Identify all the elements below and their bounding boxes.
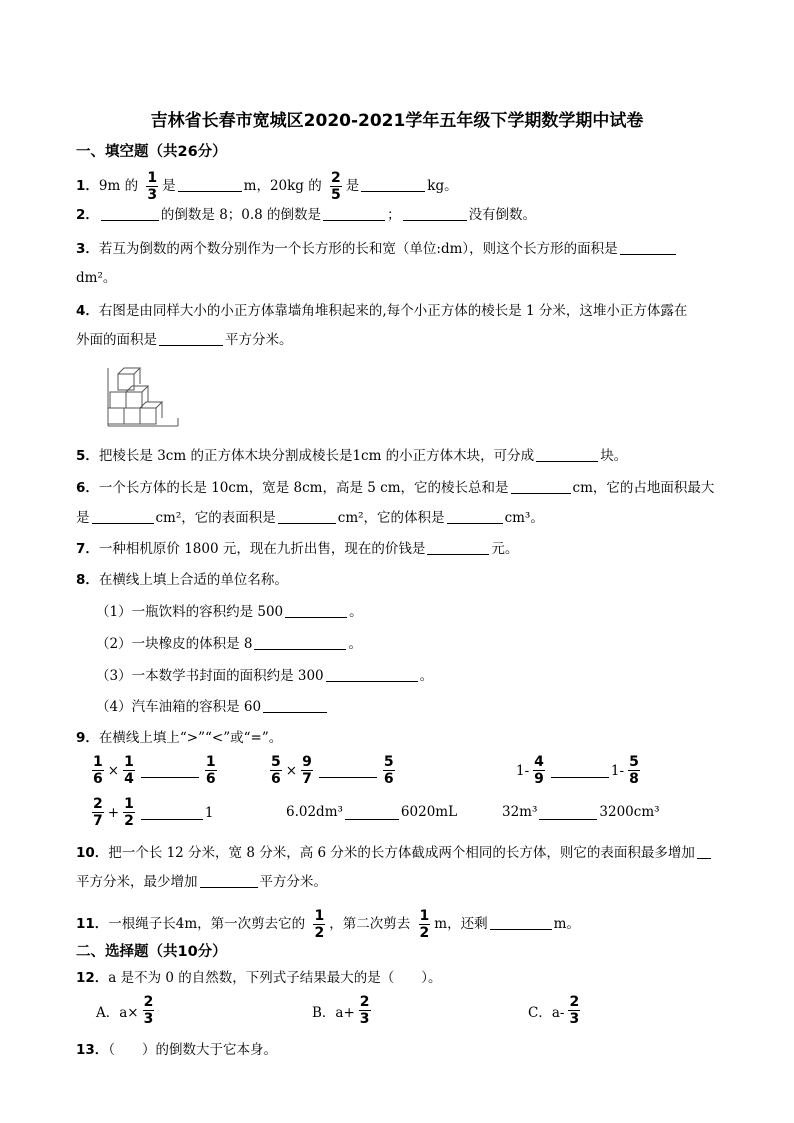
answer-blank[interactable] (427, 540, 489, 555)
answer-blank[interactable] (263, 698, 327, 713)
question-13: 13．（ ）的倒数大于它本身。 (76, 1042, 278, 1058)
question-10-cont: 平方分米，最少增加 平方分米。 (76, 874, 327, 890)
question-8-4: （4）汽车油箱的容积是 60 (96, 697, 329, 717)
fraction: $\frac{2}{5}$ (331, 170, 341, 203)
question-7: 7．一种相机原价 1800 元，现在九折出售，现在的价钱是 元。 (76, 541, 519, 557)
answer-blank[interactable] (92, 509, 154, 524)
answer-blank[interactable] (361, 177, 425, 192)
answer-blank[interactable] (447, 509, 503, 524)
answer-blank[interactable] (141, 805, 203, 820)
option-a[interactable]: A．a× $\frac{2}{3}$ (96, 994, 154, 1027)
question-5: 5．把棱长是 3cm 的正方体木块分割成棱长是1cm 的小正方体木块，可分成 块。 (76, 448, 628, 464)
answer-blank[interactable] (511, 479, 571, 494)
question-10: 10．把一个长 12 分米，宽 8 分米，高 6 分米的长方体截成两个相同的长方体，则它的表面积最多增加 (76, 843, 713, 863)
answer-blank[interactable] (490, 915, 552, 930)
question-4: 4．右图是由同样大小的小正方体靠墙角堆积起来的,每个小正方体的棱长是 1 分米，这堆小正方体露在 (76, 303, 688, 319)
answer-blank[interactable] (159, 331, 223, 346)
answer-blank[interactable] (319, 763, 377, 778)
question-6-cont: 是 cm²，它的表面积是 cm²，它的体积是 cm³。 (76, 510, 544, 526)
section-choice-heading: 二、选择题（共10分） (76, 944, 227, 960)
option-b[interactable]: B．a+ $\frac{2}{3}$ (312, 994, 370, 1027)
question-4-cont: 外面的面积是 平方分米。 (76, 332, 293, 348)
answer-blank[interactable] (345, 805, 399, 820)
fraction: $\frac{1}{3}$ (147, 170, 158, 203)
answer-blank[interactable] (551, 763, 609, 778)
comparison-1: $\frac{1}{6}$ × $\frac{1}{4}$ $\frac{1}{6}$ (93, 754, 216, 787)
answer-blank[interactable] (403, 206, 467, 221)
question-11: 11．一根绳子长4m，第一次剪去它的 $\frac{1}{2}$ ，第二次剪去 $\frac{1}{2}$ m，还剩 m。 (76, 908, 580, 941)
question-1: 1．9m 的 $\frac{1}{3}$ 是 m，20kg 的 $\frac{2}{5}$ 是 kg。 (76, 170, 458, 203)
option-c[interactable]: C．a- $\frac{2}{3}$ (528, 994, 580, 1027)
answer-blank[interactable] (285, 603, 347, 618)
comparison-3: 1- $\frac{4}{9}$ 1- $\frac{5}{8}$ (516, 754, 639, 787)
answer-blank[interactable] (200, 873, 258, 888)
question-9: 9．在横线上填上“>”“<”或“=”。 (76, 730, 283, 746)
comparison-2: $\frac{5}{6}$ × $\frac{9}{7}$ $\frac{5}{6}$ (271, 754, 394, 787)
comparison-6: 32m³ 3200cm³ (502, 804, 660, 820)
answer-blank[interactable] (536, 447, 598, 462)
page-title: 吉林省长春市宽城区2020-2021学年五年级下学期数学期中试卷 (150, 111, 644, 131)
question-8-1: （1）一瓶饮料的容积约是 500 。 (96, 604, 363, 620)
question-3-cont: dm²。 (76, 270, 117, 286)
answer-blank[interactable] (539, 805, 597, 820)
answer-blank[interactable] (278, 509, 336, 524)
answer-blank[interactable] (141, 763, 199, 778)
question-2: 2． 的倒数是 8；0.8 的倒数是 ； 没有倒数。 (76, 207, 537, 223)
answer-blank[interactable] (326, 667, 418, 682)
answer-blank[interactable] (323, 206, 385, 221)
section-fill-blank-heading: 一、填空题（共26分） (76, 144, 227, 160)
question-8-2: （2）一块橡皮的体积是 8 。 (96, 636, 362, 652)
answer-blank[interactable] (254, 635, 346, 650)
question-8-3: （3）一本数学书封面的面积约是 300 。 (96, 668, 434, 684)
comparison-4: $\frac{2}{7}$ + $\frac{1}{2}$ 1 (93, 796, 214, 829)
answer-blank[interactable] (620, 240, 676, 255)
question-12: 12．a 是不为 0 的自然数，下列式子结果最大的是（ ）。 (76, 970, 442, 986)
comparison-5: 6.02dm³ 6020mL (286, 804, 458, 820)
answer-blank[interactable] (101, 206, 159, 221)
answer-blank[interactable] (697, 844, 711, 859)
question-6: 6．一个长方体的长是 10cm，宽是 8cm，高是 5 cm，它的棱长总和是 cm，它的占地面积最大 (76, 480, 715, 496)
stacked-cubes-figure (104, 364, 182, 428)
question-3: 3．若互为倒数的两个数分别作为一个长方形的长和宽（单位:dm），则这个长方形的面积是 (76, 239, 678, 259)
answer-blank[interactable] (178, 177, 242, 192)
question-8: 8．在横线上填上合适的单位名称。 (76, 572, 288, 588)
